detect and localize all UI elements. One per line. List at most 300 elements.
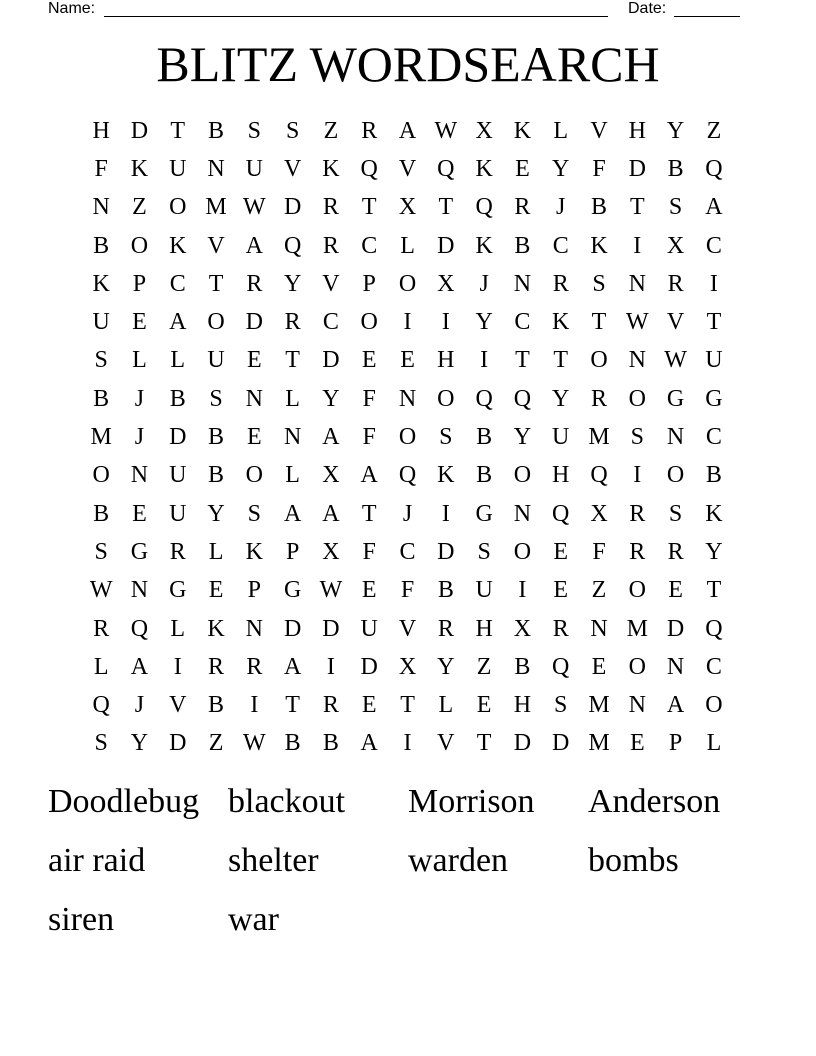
grid-cell: Q	[705, 615, 723, 642]
word-list-item: warden	[408, 842, 509, 879]
word-list	[48, 772, 768, 949]
grid-cell: O	[628, 653, 646, 680]
grid-cell: T	[706, 577, 722, 604]
grid-cell: U	[245, 155, 263, 182]
grid-cell: D	[437, 538, 455, 565]
grid-cell: J	[479, 270, 489, 297]
grid-cell: R	[322, 194, 339, 221]
grid-cell: Q	[92, 692, 110, 719]
grid-cell: S	[247, 117, 262, 144]
grid-cell: Q	[398, 462, 417, 489]
date-label: Date:	[628, 0, 667, 17]
grid-cell: L	[93, 653, 109, 680]
grid-cell: B	[437, 577, 454, 604]
grid-cell: C	[169, 270, 186, 297]
grid-cell: T	[591, 309, 607, 336]
grid-cell: P	[247, 577, 262, 604]
grid-cell: K	[245, 538, 263, 565]
grid-cell: A	[283, 653, 302, 680]
grid-cell: W	[434, 117, 458, 144]
grid-cell: D	[322, 615, 340, 642]
grid-cell: T	[438, 194, 454, 221]
word-list-item: air raid	[48, 842, 146, 879]
grid-cell: R	[284, 309, 301, 336]
grid-cell: U	[360, 615, 378, 642]
grid-cell: J	[134, 692, 145, 719]
grid-cell: R	[552, 615, 569, 642]
grid-cell: O	[169, 194, 187, 221]
grid-cell: O	[245, 462, 263, 489]
grid-cell: T	[400, 692, 415, 719]
grid-cell: E	[591, 653, 607, 680]
grid-cell: I	[709, 270, 718, 297]
grid-cell: G	[283, 577, 302, 604]
grid-cell: S	[592, 270, 606, 297]
grid-cell: P	[132, 270, 147, 297]
grid-cell: V	[398, 615, 417, 642]
grid-cell: C	[514, 309, 531, 336]
grid-cell: H	[92, 117, 110, 144]
grid-cell: H	[552, 462, 570, 489]
word-list-item: Morrison	[408, 783, 535, 820]
grid-cell: X	[437, 270, 455, 297]
grid-cell: O	[513, 538, 532, 565]
grid-cell: Z	[476, 653, 492, 680]
grid-cell: C	[361, 232, 378, 259]
grid-cell: Y	[130, 730, 149, 757]
grid-cell: O	[360, 309, 378, 336]
grid-cell: I	[403, 730, 412, 757]
grid-cell: T	[361, 194, 377, 221]
grid-cell: Y	[283, 270, 302, 297]
grid-cell: I	[250, 692, 259, 719]
grid-cell: O	[666, 462, 685, 489]
grid-cell: S	[247, 500, 262, 527]
grid-cell: W	[664, 347, 687, 374]
grid-cell: B	[208, 424, 225, 451]
grid-cell: N	[628, 270, 646, 297]
grid-cell: F	[362, 538, 376, 565]
grid-cell: O	[628, 577, 646, 604]
grid-cell: D	[666, 615, 685, 642]
grid-cell: X	[475, 117, 493, 144]
grid-cell: Y	[552, 155, 570, 182]
grid-cell: Z	[591, 577, 607, 604]
grid-cell: T	[285, 692, 300, 719]
grid-cell: M	[588, 730, 610, 757]
grid-cell: A	[705, 194, 723, 221]
grid-cell: K	[169, 232, 187, 259]
grid-cell: K	[437, 462, 455, 489]
grid-cell: C	[552, 232, 569, 259]
header-row	[48, 0, 748, 20]
grid-cell: D	[130, 117, 149, 144]
letter-grid	[82, 112, 733, 763]
grid-cell: T	[361, 500, 377, 527]
grid-cell: R	[246, 270, 263, 297]
grid-cell: V	[169, 692, 187, 719]
grid-cell: D	[169, 424, 187, 451]
grid-cell: K	[475, 155, 493, 182]
grid-cell: R	[552, 270, 569, 297]
grid-cell: S	[209, 385, 223, 412]
grid-cell: F	[94, 155, 108, 182]
grid-cell: H	[513, 692, 532, 719]
grid-cell: K	[475, 232, 493, 259]
grid-cell: U	[169, 462, 187, 489]
grid-cell: W	[625, 309, 649, 336]
word-list-item: Doodlebug	[48, 783, 200, 820]
grid-cell: S	[285, 117, 300, 144]
grid-cell: O	[705, 692, 723, 719]
grid-cell: M	[588, 424, 610, 451]
grid-cell: E	[132, 309, 147, 336]
grid-cell: C	[705, 232, 722, 259]
grid-cell: B	[208, 692, 225, 719]
grid-cell: L	[208, 538, 224, 565]
grid-cell: Y	[666, 117, 685, 144]
grid-cell: E	[553, 538, 569, 565]
grid-cell: I	[633, 232, 642, 259]
grid-cell: H	[437, 347, 455, 374]
grid-cell: E	[400, 347, 415, 374]
grid-cell: X	[322, 538, 340, 565]
grid-cell: S	[94, 538, 108, 565]
grid-cell: D	[437, 232, 455, 259]
grid-cell: Z	[132, 194, 147, 221]
grid-cell: M	[90, 424, 112, 451]
grid-cell: D	[283, 615, 302, 642]
grid-cell: A	[398, 117, 417, 144]
grid-cell: T	[208, 270, 224, 297]
grid-cell: J	[556, 194, 566, 221]
grid-cell: K	[130, 155, 149, 182]
grid-cell: K	[705, 500, 723, 527]
grid-cell: N	[130, 577, 149, 604]
grid-cell: R	[322, 232, 339, 259]
grid-cell: Z	[208, 730, 224, 757]
grid-cell: A	[666, 692, 685, 719]
word-list-item: bombs	[588, 842, 679, 879]
grid-cell: L	[553, 117, 569, 144]
grid-cell: I	[403, 309, 412, 336]
grid-cell: O	[207, 309, 225, 336]
grid-cell: R	[322, 692, 339, 719]
grid-cell: L	[170, 615, 186, 642]
grid-cell: U	[169, 500, 187, 527]
grid-cell: E	[476, 692, 492, 719]
grid-cell: Q	[705, 155, 723, 182]
grid-cell: F	[362, 424, 376, 451]
word-list-item: Anderson	[588, 783, 721, 820]
grid-cell: V	[398, 155, 417, 182]
grid-cell: S	[439, 424, 453, 451]
grid-cell: N	[513, 500, 532, 527]
grid-cell: P	[668, 730, 683, 757]
grid-cell: V	[666, 309, 685, 336]
grid-cell: V	[437, 730, 455, 757]
grid-cell: U	[207, 347, 225, 374]
grid-cell: I	[173, 653, 182, 680]
grid-cell: B	[514, 653, 531, 680]
grid-cell: A	[283, 500, 302, 527]
grid-cell: P	[362, 270, 376, 297]
grid-cell: E	[208, 577, 224, 604]
grid-cell: D	[628, 155, 646, 182]
page-title: BLITZ WORDSEARCH	[156, 36, 660, 92]
grid-cell: R	[591, 385, 608, 412]
grid-cell: Z	[323, 117, 339, 144]
grid-cell: I	[633, 462, 642, 489]
grid-cell: S	[94, 347, 108, 374]
grid-cell: H	[628, 117, 646, 144]
grid-cell: Z	[706, 117, 722, 144]
grid-cell: B	[93, 232, 110, 259]
grid-cell: I	[441, 500, 450, 527]
grid-cell: D	[552, 730, 570, 757]
grid-cell: O	[398, 424, 417, 451]
grid-cell: N	[666, 424, 685, 451]
grid-cell: S	[554, 692, 568, 719]
grid-cell: O	[437, 385, 455, 412]
grid-cell: R	[208, 653, 225, 680]
grid-cell: R	[629, 538, 646, 565]
grid-cell: V	[207, 232, 225, 259]
grid-cell: Q	[437, 155, 455, 182]
grid-cell: T	[285, 347, 300, 374]
grid-cell: S	[477, 538, 491, 565]
grid-cell: Y	[437, 653, 455, 680]
grid-cell: U	[169, 155, 187, 182]
grid-cell: K	[513, 117, 532, 144]
grid-cell: A	[130, 653, 149, 680]
grid-cell: U	[552, 424, 570, 451]
grid-cell: S	[668, 194, 683, 221]
grid-cell: O	[590, 347, 608, 374]
grid-cell: S	[630, 424, 644, 451]
grid-cell: A	[360, 462, 378, 489]
grid-cell: W	[89, 577, 113, 604]
grid-cell: R	[361, 117, 378, 144]
grid-cell: A	[169, 309, 187, 336]
grid-cell: X	[398, 194, 417, 221]
grid-cell: N	[666, 653, 685, 680]
grid-cell: Q	[513, 385, 532, 412]
grid-cell: L	[285, 385, 300, 412]
grid-cell: T	[476, 730, 492, 757]
grid-cell: N	[628, 692, 646, 719]
grid-cell: N	[398, 385, 417, 412]
grid-cell: U	[705, 347, 723, 374]
grid-cell: N	[92, 194, 110, 221]
grid-cell: L	[400, 232, 415, 259]
grid-cell: W	[243, 194, 266, 221]
grid-cell: L	[438, 692, 454, 719]
grid-cell: Y	[322, 385, 340, 412]
grid-cell: N	[283, 424, 302, 451]
grid-cell: R	[667, 538, 684, 565]
grid-cell: R	[514, 194, 531, 221]
grid-cell: X	[322, 462, 340, 489]
grid-cell: V	[283, 155, 302, 182]
grid-cell: Y	[207, 500, 225, 527]
word-list-item: siren	[48, 901, 115, 938]
grid-cell: Q	[590, 462, 608, 489]
grid-cell: G	[705, 385, 723, 412]
grid-cell: N	[245, 385, 263, 412]
grid-cell: B	[705, 462, 722, 489]
grid-cell: J	[134, 385, 145, 412]
grid-cell: C	[399, 538, 416, 565]
grid-cell: E	[361, 692, 377, 719]
grid-cell: F	[592, 538, 606, 565]
grid-cell: K	[552, 309, 570, 336]
grid-cell: O	[92, 462, 110, 489]
name-blank-line	[104, 16, 608, 17]
grid-cell: G	[475, 500, 493, 527]
grid-cell: B	[667, 155, 684, 182]
grid-cell: O	[628, 385, 646, 412]
grid-cell: B	[476, 462, 493, 489]
grid-cell: R	[93, 615, 110, 642]
grid-cell: E	[668, 577, 683, 604]
grid-cell: L	[706, 730, 722, 757]
grid-cell: T	[553, 347, 569, 374]
grid-cell: Q	[475, 194, 493, 221]
grid-cell: R	[629, 500, 646, 527]
grid-cell: J	[134, 424, 145, 451]
grid-cell: F	[400, 577, 415, 604]
grid-cell: V	[322, 270, 340, 297]
grid-cell: O	[513, 462, 532, 489]
grid-cell: X	[590, 500, 608, 527]
grid-cell: J	[402, 500, 413, 527]
grid-cell: A	[322, 500, 340, 527]
grid-cell: B	[208, 117, 225, 144]
grid-cell: R	[437, 615, 454, 642]
grid-cell: E	[247, 347, 262, 374]
name-label: Name:	[48, 0, 96, 17]
grid-cell: B	[93, 500, 110, 527]
grid-cell: U	[475, 577, 493, 604]
grid-cell: L	[285, 462, 300, 489]
grid-cell: T	[515, 347, 530, 374]
grid-cell: M	[205, 194, 227, 221]
grid-cell: T	[629, 194, 645, 221]
grid-cell: E	[515, 155, 530, 182]
grid-cell: A	[245, 232, 263, 259]
grid-cell: U	[92, 309, 110, 336]
grid-cell: B	[208, 462, 225, 489]
grid-cell: B	[169, 385, 186, 412]
grid-cell: K	[322, 155, 340, 182]
grid-cell: Q	[360, 155, 378, 182]
grid-cell: N	[207, 155, 225, 182]
grid-cell: D	[513, 730, 532, 757]
grid-cell: S	[94, 730, 108, 757]
grid-cell: I	[326, 653, 335, 680]
grid-cell: K	[92, 270, 110, 297]
grid-cell: H	[475, 615, 493, 642]
grid-cell: E	[247, 424, 262, 451]
grid-cell: D	[360, 653, 378, 680]
word-list-item: blackout	[228, 783, 346, 820]
grid-cell: G	[666, 385, 685, 412]
grid-cell: N	[513, 270, 532, 297]
grid-cell: R	[246, 653, 263, 680]
grid-cell: N	[130, 462, 149, 489]
grid-cell: Q	[475, 385, 493, 412]
grid-cell: B	[284, 730, 301, 757]
grid-cell: L	[132, 347, 147, 374]
grid-cell: A	[360, 730, 378, 757]
grid-cell: G	[169, 577, 187, 604]
grid-cell: Y	[513, 424, 532, 451]
grid-cell: Q	[130, 615, 149, 642]
grid-cell: D	[169, 730, 187, 757]
grid-cell: T	[170, 117, 186, 144]
grid-cell: Y	[475, 309, 493, 336]
grid-cell: T	[706, 309, 722, 336]
grid-cell: A	[322, 424, 340, 451]
grid-cell: C	[322, 309, 339, 336]
grid-cell: B	[322, 730, 339, 757]
grid-cell: F	[592, 155, 606, 182]
date-blank-line	[674, 16, 740, 17]
grid-cell: V	[590, 117, 608, 144]
grid-cell: K	[207, 615, 225, 642]
grid-cell: D	[322, 347, 340, 374]
grid-cell: E	[629, 730, 645, 757]
grid-cell: B	[93, 385, 110, 412]
grid-cell: N	[590, 615, 608, 642]
grid-cell: I	[480, 347, 489, 374]
grid-cell: C	[705, 424, 722, 451]
grid-cell: I	[518, 577, 527, 604]
grid-cell: N	[628, 347, 646, 374]
grid-cell: Q	[552, 653, 570, 680]
grid-cell: B	[514, 232, 531, 259]
grid-cell: D	[283, 194, 302, 221]
word-list-item: shelter	[228, 842, 319, 879]
grid-cell: Y	[552, 385, 570, 412]
grid-cell: G	[130, 538, 149, 565]
grid-cell: M	[588, 692, 610, 719]
grid-cell: X	[513, 615, 532, 642]
grid-cell: Q	[283, 232, 302, 259]
grid-cell: O	[398, 270, 417, 297]
grid-cell: W	[243, 730, 266, 757]
grid-cell: Q	[552, 500, 570, 527]
grid-cell: W	[319, 577, 343, 604]
grid-cell: E	[553, 577, 569, 604]
grid-cell: E	[132, 500, 147, 527]
grid-cell: X	[398, 653, 417, 680]
grid-cell: R	[169, 538, 186, 565]
grid-cell: Y	[705, 538, 723, 565]
grid-cell: K	[590, 232, 608, 259]
grid-cell: N	[245, 615, 263, 642]
grid-cell: X	[666, 232, 685, 259]
grid-cell: L	[170, 347, 186, 374]
grid-cell: B	[591, 194, 608, 221]
grid-cell: I	[441, 309, 450, 336]
grid-cell: F	[362, 385, 376, 412]
grid-cell: M	[626, 615, 648, 642]
grid-cell: S	[668, 500, 683, 527]
grid-cell: D	[245, 309, 263, 336]
grid-cell: E	[361, 347, 377, 374]
